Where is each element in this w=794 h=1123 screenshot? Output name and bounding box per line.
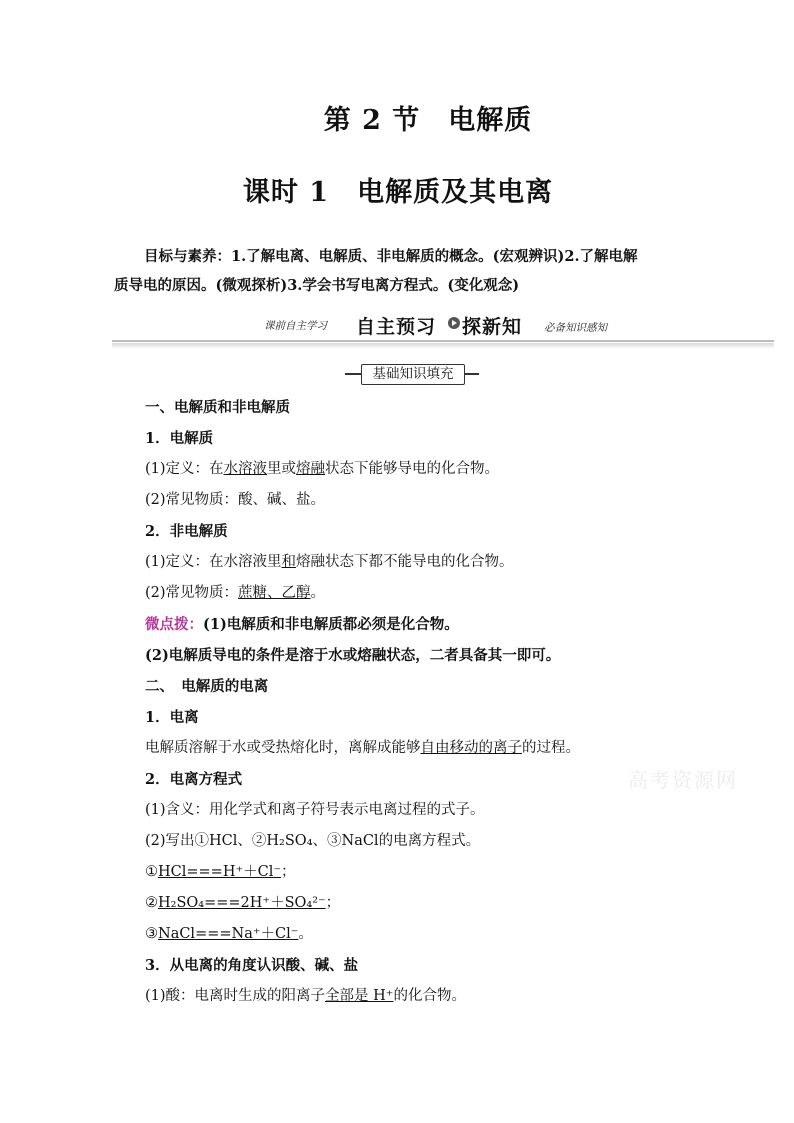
banner-divider (112, 340, 774, 342)
section-tag (345, 364, 479, 384)
heading-2: 二、 电解质的电离 (145, 678, 269, 695)
tip-label: 微点拨： (145, 616, 203, 633)
heading-1-2: 2．非电解质 (145, 523, 228, 540)
equation-meaning: (1)含义：用化学式和离子符号表示电离过程的式子。 (145, 802, 485, 818)
heading-2-2: 2．电离方程式 (145, 771, 243, 788)
section-tag-label: 基础知识填充 (361, 364, 465, 385)
banner-small-right: 必备知识感知 (544, 322, 607, 334)
learning-goals (114, 242, 694, 300)
text: 的过程。 (522, 740, 580, 756)
heading-1-1: 1．电解质 (145, 430, 214, 447)
content-body (145, 392, 765, 1012)
blank-answer: 熔融 (296, 461, 326, 477)
common-nonelectrolytes (145, 578, 765, 609)
banner-big-left: 自主预习 (356, 316, 437, 338)
tip-line-1 (145, 609, 765, 640)
equation-prompt: (2)写出①HCl、②H₂SO₄、③NaCl的电离方程式。 (145, 833, 481, 849)
equation-3 (145, 919, 765, 950)
arrow-right-circle-icon (448, 317, 460, 329)
tip-line-2: (2)电解质导电的条件是溶于水或熔融状态，二者具备其一即可。 (145, 647, 561, 664)
banner-big-right: 探新知 (462, 316, 523, 338)
banner-small-left: 课前自主学习 (264, 320, 327, 332)
goals-line-2: 质导电的原因。(微观探析)3.学会书写电离方程式。(变化观念) (114, 277, 520, 294)
text: 状态下能够导电的化合物。 (325, 461, 500, 477)
common-electrolytes: (2)常见物质：酸、碱、盐。 (145, 492, 326, 508)
acid-definition (145, 981, 765, 1012)
blank-answer: 水溶液 (223, 461, 268, 477)
equation-2 (145, 888, 765, 919)
text: 电解质溶解于水或受热熔化时，离解成能够 (145, 740, 421, 756)
definition-nonelectrolyte (145, 547, 765, 578)
tip-text: (1)电解质和非电解质都必须是化合物。 (203, 616, 459, 633)
definition-electrolyte (145, 454, 765, 485)
text: 。 (298, 926, 313, 942)
text: ③ (145, 926, 158, 942)
text: ② (145, 895, 158, 911)
text: 里或 (267, 461, 297, 477)
text: (2)常见物质： (145, 585, 239, 601)
watermark: 高考资源网 (628, 768, 738, 792)
blank-answer: 全部是 H⁺ (325, 988, 394, 1004)
equation-answer: HCl===H⁺＋Cl⁻ (158, 864, 282, 880)
equation-answer: NaCl===Na⁺＋Cl⁻ (158, 926, 299, 942)
text: (1)定义：在水溶液里 (145, 554, 282, 570)
text: (1)酸：电离时生成的阳离子 (145, 988, 326, 1004)
equation-1 (145, 857, 765, 888)
text: ① (145, 864, 158, 880)
blank-answer: 和 (281, 554, 297, 570)
text: ； (325, 895, 341, 911)
heading-2-1: 1．电离 (145, 709, 199, 726)
text: ； (281, 864, 296, 880)
blank-answer: 蔗糖、乙醇 (238, 585, 311, 601)
heading-1: 一、电解质和非电解质 (145, 399, 290, 416)
ionization-definition (145, 733, 765, 764)
text: (1)定义：在 (145, 461, 224, 477)
page-title: 第 2 节 电解质 (323, 105, 533, 136)
blank-answer: 自由移动的离子 (420, 740, 522, 756)
page-subtitle: 课时 1 电解质及其电离 (242, 177, 554, 208)
equation-answer: H₂SO₄===2H⁺＋SO₄²⁻ (158, 895, 326, 911)
section-banner (112, 312, 776, 346)
text: 熔融状态下都不能导电的化合物。 (296, 554, 514, 570)
heading-2-3: 3．从电离的角度认识酸、碱、盐 (145, 957, 359, 974)
goals-line-1: 目标与素养：1.了解电离、电解质、非电解质的概念。(宏观辨识)2.了解电解 (144, 248, 638, 265)
text: 。 (310, 585, 326, 601)
text: 的化合物。 (393, 988, 466, 1004)
banner-shadow (112, 343, 774, 349)
